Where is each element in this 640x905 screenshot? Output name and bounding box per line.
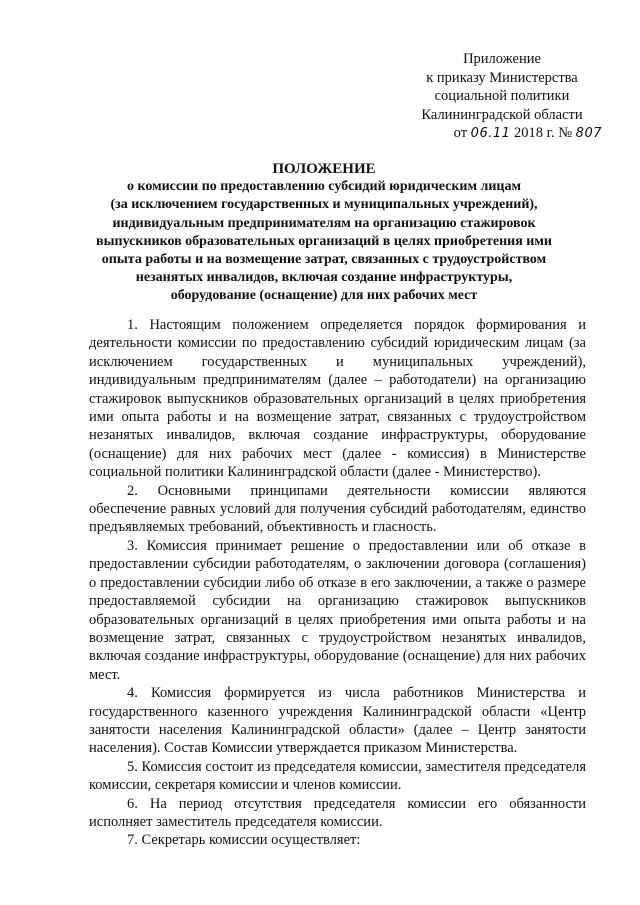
header-line: социальной политики [434,88,570,104]
document-body [89,316,586,850]
body-paragraph: 6. На период отсутствия председателя комиссии его обязанности исполняет заместитель председателя комиссии. [89,795,586,830]
body-paragraph: 2. Основными принципами деятельности комиссии являются обеспечение равных условий для получения субсидий работодателям, единство предъявляемых требований, объективность и гласность. [89,482,586,536]
handwritten-order-number: 807 [575,126,602,141]
body-paragraph: 1. Настоящим положением определяется порядок формирования и деятельности комиссии по предоставлению субсидий юридическим лицам (за исключением государственных и муниципальных учреждений), индивидуальным предпринимателям (далее – работодатели) на организацию стажировок выпускников образовательных организаций в целях приобретения ими опыта работы и на возмещение затрат, связанных с трудоустройством незанятых инвалидов, включая создание инфраструктуры, оборудование (оснащение) для них рабочих мест (далее - комиссия) в Министерстве социальной политики Калининградской области (далее - Министерство). [89,317,586,481]
handwritten-order-date: 06.11 [470,126,511,141]
title-line: незанятых инвалидов, включая создание инфраструктуры, [135,270,513,286]
order-reference [392,124,612,144]
title-line: опыта работы и на возмещение затрат, связанных с трудоустройством [101,252,547,268]
order-prefix: от [453,125,468,141]
title-heading: ПОЛОЖЕНИЕ [272,161,376,177]
appendix-header [392,50,612,144]
header-line: к приказу Министерства [426,69,578,86]
title-line: оборудование (оснащение) для них рабочих мест [170,288,478,304]
body-paragraph: 4. Комиссия формируется из числа работников Министерства и государственного казенного учреждения Калининградской области «Центр занятости населения Калининградской области» (далее – Центр занятости населения). Состав Комиссии утверждается приказом Министерства. [89,685,586,757]
title-line: выпускников образовательных организаций в целях приобретения ими [96,233,552,249]
body-paragraph: 5. Комиссия состоит из председателя комиссии, заместителя председателя комиссии, секретаря комиссии и членов комиссии. [89,758,586,794]
order-year: 2018 г. № [514,125,573,141]
header-line: Приложение [463,51,541,67]
body-paragraph: 3. Комиссия принимает решение о предоставлении или об отказе в предоставлении субсидии работодателям, о заключении договора (соглашения) о предоставлении субсидии либо об отказе в его заключении, а также о размере предоставляемой субсидии на организацию стажировок выпускников образовательных организаций в целях приобретения ими опыта работы и на возмещение затрат, связанных с трудоустройством незанятых инвалидов, включая создание инфраструктуры, оборудование (оснащение) для них рабочих мест. [89,537,586,683]
title-line: (за исключением государственных и муниципальных учреждений), [110,197,538,213]
body-paragraph: 7. Секретарь комиссии осуществляет: [127,832,361,849]
title-line: индивидуальным предпринимателям на организацию стажировок [112,215,536,231]
header-line: Калининградской области [421,106,583,123]
document-title [60,160,588,306]
title-line: о комиссии по предоставлению субсидий юридическим лицам [126,179,522,195]
